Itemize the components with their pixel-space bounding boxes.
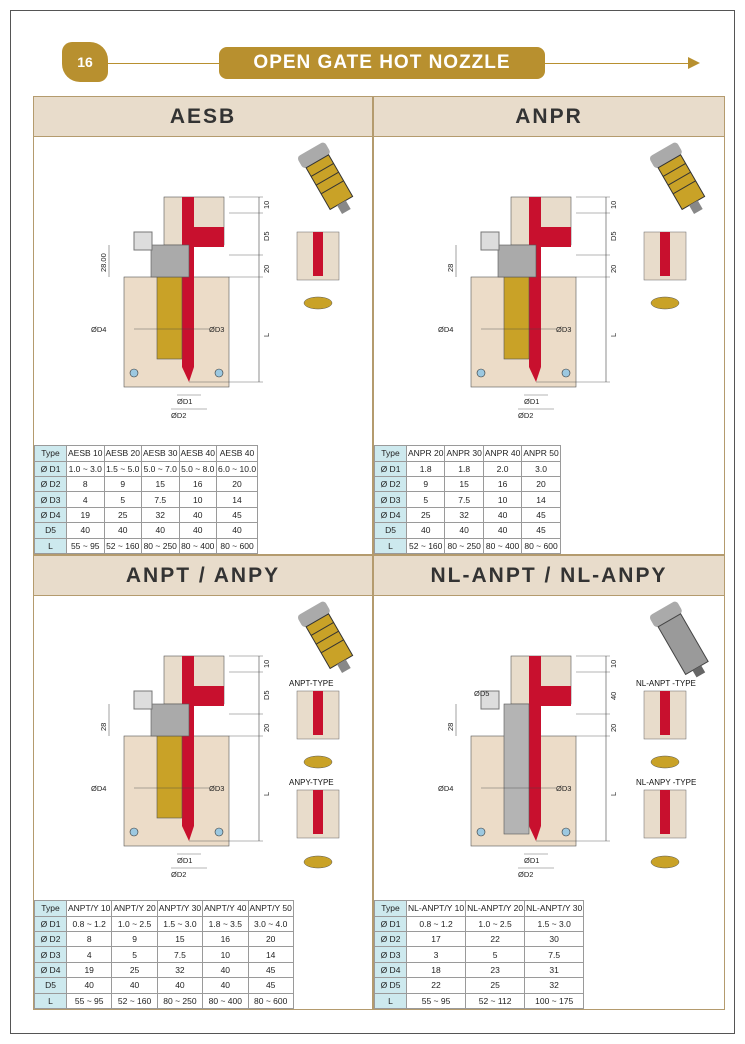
dim-d3: ØD3 [556, 325, 572, 334]
table-header-cell: AESB 10 [67, 446, 105, 461]
table-row [35, 916, 294, 931]
panel-title: ANPT / ANPY [34, 556, 372, 596]
product-image [297, 600, 361, 678]
spec-table [374, 900, 584, 1009]
table-header-cell: AESB 20 [104, 446, 142, 461]
table-cell: 55 ~ 95 [407, 993, 466, 1008]
table-cell: 5 [112, 947, 157, 962]
table-cell: 1.5 ~ 3.0 [157, 916, 202, 931]
table-cell: 5 [104, 492, 142, 507]
row-label: L [35, 538, 67, 553]
table-cell: 80 ~ 400 [179, 538, 217, 553]
dim-left: 28.00 [99, 253, 108, 272]
table-cell: 20 [248, 932, 293, 947]
table-cell: 16 [203, 932, 248, 947]
table-cell: 1.0 ~ 3.0 [67, 461, 105, 476]
row-label: Ø D2 [35, 932, 67, 947]
drawing-area [34, 596, 372, 906]
row-label: D5 [375, 523, 407, 538]
product-image [649, 600, 715, 683]
table-cell: 7.5 [142, 492, 180, 507]
table-cell: 52 ~ 160 [407, 538, 445, 553]
table-header-cell: NL-ANPT/Y 20 [466, 901, 525, 916]
table-cell: 10 [179, 492, 217, 507]
dim-h2: D5 [262, 231, 271, 241]
table-header-cell: AESB 30 [142, 446, 180, 461]
table-cell: 80 ~ 600 [248, 993, 293, 1008]
dim-h3: 20 [262, 264, 271, 273]
table-header-cell: ANPR 40 [483, 446, 521, 461]
dim-h3: 20 [609, 723, 618, 732]
dim-l: L [262, 791, 271, 796]
row-label: Ø D2 [35, 477, 67, 492]
table-row [35, 492, 258, 507]
panel-title: NL-ANPT / NL-ANPY [374, 556, 724, 596]
table-cell: 0.8 ~ 1.2 [407, 916, 466, 931]
dim-left: 28 [99, 722, 108, 731]
type-label: NL-ANPY -TYPE [636, 778, 697, 787]
cooling-channel-icon [215, 828, 223, 836]
drawing-area [374, 596, 724, 906]
row-label: L [375, 538, 407, 553]
table-cell: 5 [407, 492, 445, 507]
table-cell: 32 [157, 962, 202, 977]
panel-anpr [373, 96, 725, 555]
table-cell: 45 [522, 507, 560, 522]
table-row [375, 538, 561, 553]
table-cell: 22 [466, 932, 525, 947]
table-cell: 52 ~ 160 [104, 538, 142, 553]
table-header-cell: ANPT/Y 10 [67, 901, 112, 916]
table-row [35, 962, 294, 977]
table-cell: 80 ~ 600 [522, 538, 560, 553]
table-cell: 5.0 ~ 7.0 [142, 461, 180, 476]
table-cell: 5 [466, 947, 525, 962]
row-label: Ø D2 [375, 477, 407, 492]
spec-table [374, 445, 561, 554]
table-cell: 0.8 ~ 1.2 [67, 916, 112, 931]
table-cell: 40 [203, 978, 248, 993]
table-cell: 8 [67, 932, 112, 947]
dim-h1: 10 [609, 659, 618, 668]
dim-h1: 10 [262, 659, 271, 668]
table-cell: 40 [483, 507, 521, 522]
cooling-channel-icon [477, 369, 485, 377]
table-cell: 25 [407, 507, 445, 522]
type-label: NL-ANPT -TYPE [636, 679, 696, 688]
dim-left: 28 [446, 722, 455, 731]
table-cell: 45 [217, 507, 258, 522]
table-cell: 40 [179, 523, 217, 538]
table-cell: 3.0 [522, 461, 560, 476]
page-number: 16 [62, 42, 108, 82]
arrow-icon [688, 57, 700, 69]
table-cell: 16 [179, 477, 217, 492]
table-row [35, 538, 258, 553]
panel-title: AESB [34, 97, 372, 137]
table-cell: 15 [445, 477, 483, 492]
nozzle-head [498, 245, 536, 277]
table-header-row [375, 446, 561, 461]
table-cell: 100 ~ 175 [525, 993, 584, 1008]
spec-table [34, 900, 294, 1009]
panel-anpt-anpy [33, 555, 373, 1010]
dim-h3: 20 [609, 264, 618, 273]
row-label: Ø D2 [375, 932, 407, 947]
table-cell: 9 [112, 932, 157, 947]
gate-disc-2 [304, 856, 332, 868]
table-header-cell: NL-ANPT/Y 10 [407, 901, 466, 916]
page-title: OPEN GATE HOT NOZZLE [219, 47, 545, 79]
dim-d5: ØD5 [474, 689, 490, 698]
drawing-area [34, 137, 372, 447]
cooling-channel-icon [130, 828, 138, 836]
table-row [375, 507, 561, 522]
panel-aesb [33, 96, 373, 555]
table-cell: 80 ~ 400 [203, 993, 248, 1008]
table-cell: 32 [142, 507, 180, 522]
nozzle-clamp [134, 691, 152, 709]
nozzle-drawing [374, 137, 724, 442]
table-cell: 30 [525, 932, 584, 947]
table-cell: 7.5 [157, 947, 202, 962]
table-header-cell: Type [35, 901, 67, 916]
table-row [35, 932, 294, 947]
dim-d4: ØD4 [91, 784, 107, 793]
table-row [375, 993, 584, 1008]
table-cell: 14 [522, 492, 560, 507]
table-header-row [35, 446, 258, 461]
dim-h2: 40 [609, 691, 618, 700]
nozzle-drawing [34, 137, 372, 442]
table-cell: 10 [483, 492, 521, 507]
table-header-cell: AESB 40 [217, 446, 258, 461]
spec-table [34, 445, 258, 554]
nozzle-body [504, 704, 529, 834]
row-label: L [375, 993, 407, 1008]
table-header-cell: ANPT/Y 20 [112, 901, 157, 916]
table-row [35, 477, 258, 492]
table-cell: 80 ~ 600 [217, 538, 258, 553]
table-header-cell: ANPR 30 [445, 446, 483, 461]
table-cell: 14 [248, 947, 293, 962]
table-row [375, 947, 584, 962]
dim-h2: D5 [262, 690, 271, 700]
dim-d1: ØD1 [177, 856, 193, 865]
table-cell: 52 ~ 112 [466, 993, 525, 1008]
dim-l: L [262, 332, 271, 337]
gate-disc [651, 756, 679, 768]
table-cell: 9 [407, 477, 445, 492]
table-cell: 40 [67, 978, 112, 993]
dim-d2: ØD2 [518, 411, 534, 420]
table-row [35, 978, 294, 993]
table-cell: 25 [112, 962, 157, 977]
table-cell: 45 [248, 962, 293, 977]
table-cell: 40 [179, 507, 217, 522]
table-row [375, 916, 584, 931]
table-cell: 40 [203, 962, 248, 977]
table-cell: 1.8 [407, 461, 445, 476]
table-cell: 40 [407, 523, 445, 538]
heater-coil [157, 736, 182, 818]
row-label: D5 [35, 978, 67, 993]
gate-disc-2 [651, 856, 679, 868]
row-label: Ø D4 [35, 962, 67, 977]
row-label: Ø D3 [35, 947, 67, 962]
table-row [35, 507, 258, 522]
type-label: ANPY-TYPE [289, 778, 334, 787]
cooling-channel-icon [477, 828, 485, 836]
table-cell: 40 [217, 523, 258, 538]
row-label: Ø D5 [375, 978, 407, 993]
table-cell: 6.0 ~ 10.0 [217, 461, 258, 476]
cooling-channel-icon [130, 369, 138, 377]
dim-d3: ØD3 [209, 784, 225, 793]
table-cell: 40 [112, 978, 157, 993]
cooling-channel-icon [562, 828, 570, 836]
table-header-cell: ANPT/Y 50 [248, 901, 293, 916]
table-cell: 5.0 ~ 8.0 [179, 461, 217, 476]
table-cell: 15 [157, 932, 202, 947]
cooling-channel-icon [562, 369, 570, 377]
table-row [35, 993, 294, 1008]
dim-d1: ØD1 [524, 856, 540, 865]
gate-disc [304, 297, 332, 309]
table-row [375, 523, 561, 538]
dim-h3: 20 [262, 723, 271, 732]
table-cell: 40 [157, 978, 202, 993]
table-cell: 31 [525, 962, 584, 977]
table-cell: 40 [483, 523, 521, 538]
table-header-cell: ANPR 50 [522, 446, 560, 461]
row-label: Ø D1 [375, 916, 407, 931]
table-cell: 19 [67, 962, 112, 977]
table-cell: 1.8 [445, 461, 483, 476]
dim-d1: ØD1 [524, 397, 540, 406]
table-header-cell: AESB 40 [179, 446, 217, 461]
table-header-row [375, 901, 584, 916]
table-row [375, 492, 561, 507]
table-row [35, 523, 258, 538]
nozzle-head [151, 704, 189, 736]
dim-d4: ØD4 [438, 325, 454, 334]
table-cell: 40 [67, 523, 105, 538]
row-label: Ø D1 [375, 461, 407, 476]
table-cell: 1.0 ~ 2.5 [466, 916, 525, 931]
gate-disc [651, 297, 679, 309]
table-cell: 14 [217, 492, 258, 507]
table-row [375, 477, 561, 492]
table-header-cell: NL-ANPT/Y 30 [525, 901, 584, 916]
table-cell: 2.0 [483, 461, 521, 476]
dim-d1: ØD1 [177, 397, 193, 406]
dim-h2: D5 [609, 231, 618, 241]
dim-d4: ØD4 [91, 325, 107, 334]
table-cell: 19 [67, 507, 105, 522]
dim-d2: ØD2 [171, 411, 187, 420]
table-cell: 1.5 ~ 5.0 [104, 461, 142, 476]
panel-title: ANPR [374, 97, 724, 137]
table-cell: 80 ~ 250 [445, 538, 483, 553]
table-header-cell: Type [375, 901, 407, 916]
table-cell: 25 [466, 978, 525, 993]
table-cell: 1.8 ~ 3.5 [203, 916, 248, 931]
table-row [375, 978, 584, 993]
dim-h1: 10 [609, 200, 618, 209]
table-cell: 3.0 ~ 4.0 [248, 916, 293, 931]
table-cell: 25 [104, 507, 142, 522]
nozzle-drawing [34, 596, 372, 901]
row-label: D5 [35, 523, 67, 538]
table-header-row [35, 901, 294, 916]
table-cell: 55 ~ 95 [67, 538, 105, 553]
row-label: Ø D4 [35, 507, 67, 522]
table-cell: 32 [445, 507, 483, 522]
nozzle-clamp [134, 232, 152, 250]
table-cell: 32 [525, 978, 584, 993]
type-label: ANPT-TYPE [289, 679, 334, 688]
table-cell: 4 [67, 947, 112, 962]
table-row [35, 461, 258, 476]
gate-disc [304, 756, 332, 768]
table-cell: 1.5 ~ 3.0 [525, 916, 584, 931]
table-cell: 80 ~ 250 [142, 538, 180, 553]
heater-coil [504, 277, 529, 359]
cooling-channel-icon [215, 369, 223, 377]
panel-nl-anpt-anpy [373, 555, 725, 1010]
dim-d4: ØD4 [438, 784, 454, 793]
product-image [649, 141, 713, 219]
table-cell: 1.0 ~ 2.5 [112, 916, 157, 931]
table-cell: 20 [217, 477, 258, 492]
row-label: Ø D3 [35, 492, 67, 507]
table-cell: 40 [104, 523, 142, 538]
table-row [35, 947, 294, 962]
row-label: Ø D4 [375, 507, 407, 522]
drawing-area [374, 137, 724, 447]
product-image [297, 141, 361, 219]
dim-d3: ØD3 [209, 325, 225, 334]
table-cell: 16 [483, 477, 521, 492]
table-cell: 7.5 [445, 492, 483, 507]
dim-d3: ØD3 [556, 784, 572, 793]
table-cell: 40 [142, 523, 180, 538]
table-cell: 80 ~ 400 [483, 538, 521, 553]
table-row [375, 962, 584, 977]
table-cell: 8 [67, 477, 105, 492]
row-label: Ø D1 [35, 461, 67, 476]
nozzle-drawing [374, 596, 724, 901]
table-header-cell: ANPT/Y 30 [157, 901, 202, 916]
nozzle-head [151, 245, 189, 277]
table-cell: 10 [203, 947, 248, 962]
table-cell: 80 ~ 250 [157, 993, 202, 1008]
table-cell: 40 [445, 523, 483, 538]
dim-d2: ØD2 [518, 870, 534, 879]
table-cell: 22 [407, 978, 466, 993]
table-row [375, 932, 584, 947]
table-header-cell: Type [375, 446, 407, 461]
table-cell: 45 [248, 978, 293, 993]
dim-h1: 10 [262, 200, 271, 209]
row-label: Ø D3 [375, 947, 407, 962]
table-row [375, 461, 561, 476]
table-cell: 3 [407, 947, 466, 962]
table-cell: 7.5 [525, 947, 584, 962]
table-cell: 9 [104, 477, 142, 492]
dim-left: 28 [446, 263, 455, 272]
table-cell: 18 [407, 962, 466, 977]
table-header-cell: Type [35, 446, 67, 461]
table-cell: 55 ~ 95 [67, 993, 112, 1008]
row-label: Ø D4 [375, 962, 407, 977]
table-cell: 45 [522, 523, 560, 538]
table-header-cell: ANPR 20 [407, 446, 445, 461]
table-cell: 20 [522, 477, 560, 492]
table-cell: 17 [407, 932, 466, 947]
row-label: L [35, 993, 67, 1008]
table-cell: 15 [142, 477, 180, 492]
table-header-cell: ANPT/Y 40 [203, 901, 248, 916]
dim-l: L [609, 791, 618, 796]
table-cell: 23 [466, 962, 525, 977]
row-label: Ø D3 [375, 492, 407, 507]
table-cell: 52 ~ 160 [112, 993, 157, 1008]
dim-d2: ØD2 [171, 870, 187, 879]
row-label: Ø D1 [35, 916, 67, 931]
dim-l: L [609, 332, 618, 337]
table-cell: 4 [67, 492, 105, 507]
nozzle-clamp [481, 232, 499, 250]
heater-coil [157, 277, 182, 359]
